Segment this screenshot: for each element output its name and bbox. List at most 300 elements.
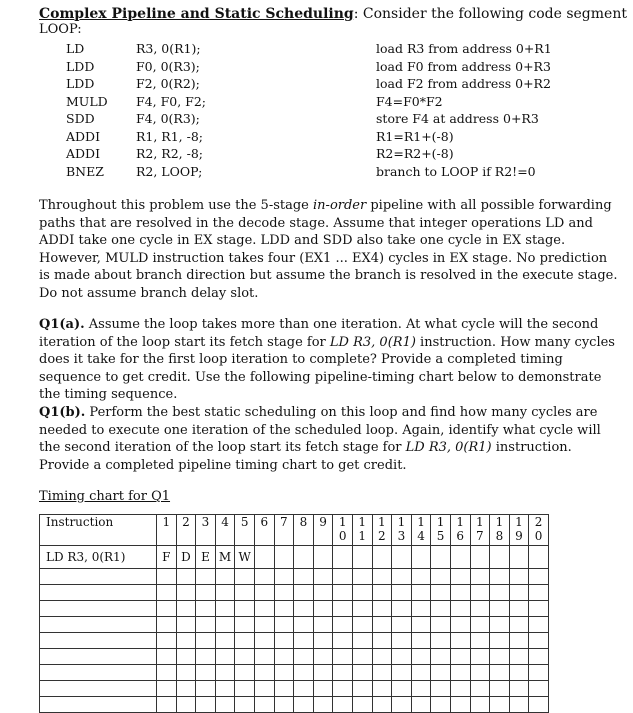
cycle-header bbox=[450, 515, 470, 546]
cycle-header bbox=[254, 515, 274, 546]
stage-cell[interactable] bbox=[411, 617, 431, 633]
instruction-cell[interactable] bbox=[40, 601, 157, 617]
stage-cell[interactable] bbox=[235, 697, 255, 713]
stage-cell[interactable] bbox=[313, 681, 333, 697]
stage-cell[interactable] bbox=[450, 569, 470, 585]
stage-cell[interactable] bbox=[235, 681, 255, 697]
stage-cell[interactable] bbox=[254, 546, 274, 569]
stage-cell[interactable]: E bbox=[196, 546, 216, 569]
stage-cell[interactable] bbox=[490, 665, 510, 681]
cycle-digit-top: 3 bbox=[201, 515, 210, 529]
stage-cell[interactable] bbox=[470, 546, 490, 569]
stage-cell[interactable] bbox=[157, 665, 177, 681]
stage-cell[interactable] bbox=[509, 665, 529, 681]
instruction-cell[interactable] bbox=[40, 649, 157, 665]
stage-cell[interactable] bbox=[294, 649, 314, 665]
stage-cell[interactable] bbox=[431, 649, 451, 665]
stage-cell[interactable] bbox=[509, 681, 529, 697]
cycle-digit-top: 1 bbox=[338, 515, 347, 529]
stage-cell[interactable] bbox=[490, 697, 510, 713]
cycle-digit-bottom: 0 bbox=[534, 529, 543, 543]
instruction-cell[interactable] bbox=[40, 633, 157, 649]
cycle-digit-top: 4 bbox=[221, 515, 229, 529]
stage-cell[interactable] bbox=[196, 585, 216, 601]
stage-cell[interactable] bbox=[215, 569, 235, 585]
stage-cell[interactable] bbox=[294, 697, 314, 713]
stage-cell[interactable] bbox=[254, 585, 274, 601]
stage-cell[interactable] bbox=[333, 569, 353, 585]
stage-cell[interactable] bbox=[392, 617, 412, 633]
instruction-cell[interactable] bbox=[40, 665, 157, 681]
stage-cell[interactable] bbox=[294, 546, 314, 569]
stage-cell[interactable] bbox=[411, 546, 431, 569]
instruction-cell[interactable] bbox=[40, 681, 157, 697]
stage-cell[interactable] bbox=[411, 649, 431, 665]
title-bold: Complex Pipeline and Static Scheduling bbox=[39, 6, 354, 22]
stage-cell[interactable] bbox=[392, 681, 412, 697]
code-op: BNEZ bbox=[66, 163, 104, 179]
stage-cell[interactable]: M bbox=[215, 546, 235, 569]
stage-cell[interactable] bbox=[254, 649, 274, 665]
stage-cell[interactable] bbox=[431, 633, 451, 649]
stage-cell[interactable] bbox=[372, 697, 392, 713]
code-comment: load R3 from address 0+R1 bbox=[376, 41, 552, 56]
stage-cell[interactable] bbox=[529, 665, 549, 681]
instruction-cell[interactable] bbox=[40, 585, 157, 601]
stage-cell[interactable] bbox=[490, 649, 510, 665]
q1b-label: Q1(b). bbox=[39, 405, 86, 420]
stage-cell[interactable] bbox=[196, 617, 216, 633]
cycle-header bbox=[235, 515, 255, 546]
cycle-digit-bottom: 8 bbox=[495, 529, 504, 543]
stage-cell[interactable] bbox=[196, 649, 216, 665]
code-comment: store F4 at address 0+R3 bbox=[376, 111, 539, 126]
q1b-text-1: Perform the best static scheduling on this loop and find how many cycles are needed to execute one iteration of the scheduled loop. Again, identify what cycle will the second iteration of the loop start its fetch stage for bbox=[39, 405, 601, 455]
stage-cell[interactable] bbox=[313, 665, 333, 681]
stage-cell[interactable] bbox=[529, 633, 549, 649]
code-line bbox=[66, 110, 626, 128]
stage-cell[interactable] bbox=[274, 665, 294, 681]
stage-cell[interactable] bbox=[392, 697, 412, 713]
stage-cell[interactable] bbox=[490, 569, 510, 585]
q1a-text-2: instruction. How many cycles does it take for the first loop iteration to complete? Provide a completed timing sequence to get credit. Use the following pipeline-timing chart below to demonstrate the timing sequence. bbox=[39, 334, 615, 402]
code-op: SDD bbox=[66, 111, 95, 126]
cycle-header bbox=[372, 515, 392, 546]
cycle-header bbox=[294, 515, 314, 546]
stage-cell[interactable] bbox=[450, 617, 470, 633]
stage-cell[interactable] bbox=[313, 633, 333, 649]
stage-cell[interactable] bbox=[431, 697, 451, 713]
stage-cell[interactable] bbox=[254, 617, 274, 633]
stage-cell[interactable] bbox=[490, 681, 510, 697]
stage-cell[interactable] bbox=[372, 569, 392, 585]
stage-cell[interactable] bbox=[274, 585, 294, 601]
stage-cell[interactable] bbox=[431, 569, 451, 585]
cycle-digit-top: 8 bbox=[299, 515, 308, 529]
stage-cell[interactable] bbox=[352, 649, 372, 665]
stage-cell[interactable] bbox=[352, 681, 372, 697]
stage-cell[interactable] bbox=[235, 633, 255, 649]
stage-cell[interactable] bbox=[254, 569, 274, 585]
stage-cell[interactable] bbox=[333, 697, 353, 713]
stage-cell[interactable] bbox=[352, 617, 372, 633]
cycle-digit-top: 7 bbox=[280, 515, 288, 529]
stage-cell[interactable] bbox=[372, 633, 392, 649]
cycle-header bbox=[215, 515, 235, 546]
cycle-digit-top: 1 bbox=[417, 515, 425, 529]
stage-cell[interactable] bbox=[411, 633, 431, 649]
stage-cell[interactable] bbox=[392, 633, 412, 649]
stage-cell[interactable] bbox=[215, 633, 235, 649]
assumptions-paragraph bbox=[39, 197, 619, 302]
stage-cell[interactable] bbox=[509, 649, 529, 665]
stage-cell[interactable] bbox=[196, 697, 216, 713]
stage-cell[interactable] bbox=[176, 633, 196, 649]
stage-cell[interactable] bbox=[196, 665, 216, 681]
stage-cell[interactable] bbox=[215, 649, 235, 665]
stage-cell[interactable] bbox=[215, 601, 235, 617]
stage-cell[interactable] bbox=[352, 546, 372, 569]
stage-cell[interactable] bbox=[509, 601, 529, 617]
stage-cell[interactable] bbox=[529, 546, 549, 569]
cycle-digit-top: 1 bbox=[397, 515, 406, 529]
cycle-digit-bottom bbox=[294, 529, 313, 543]
stage-cell[interactable] bbox=[294, 681, 314, 697]
stage-cell[interactable] bbox=[470, 569, 490, 585]
code-line bbox=[66, 128, 626, 146]
stage-cell[interactable] bbox=[450, 665, 470, 681]
stage-cell[interactable] bbox=[509, 633, 529, 649]
stage-cell[interactable] bbox=[490, 585, 510, 601]
stage-cell[interactable] bbox=[274, 681, 294, 697]
stage-cell[interactable] bbox=[215, 697, 235, 713]
stage-cell[interactable] bbox=[529, 617, 549, 633]
cycle-digit-top: 9 bbox=[319, 515, 327, 529]
cycle-digit-top: 2 bbox=[182, 515, 190, 529]
code-line bbox=[66, 93, 626, 111]
cycle-digit-bottom bbox=[157, 529, 176, 543]
stage-cell[interactable] bbox=[235, 617, 255, 633]
stage-cell[interactable] bbox=[529, 681, 549, 697]
stage-cell[interactable] bbox=[470, 649, 490, 665]
stage-cell[interactable] bbox=[392, 585, 412, 601]
stage-cell[interactable] bbox=[431, 585, 451, 601]
cycle-digit-bottom bbox=[255, 529, 274, 543]
stage-cell[interactable] bbox=[470, 665, 490, 681]
stage-cell[interactable] bbox=[392, 665, 412, 681]
cycle-digit-top: 5 bbox=[240, 515, 249, 529]
code-args: R2, R2, -8; bbox=[136, 146, 204, 161]
stage-cell[interactable] bbox=[196, 681, 216, 697]
stage-cell[interactable] bbox=[392, 649, 412, 665]
stage-cell[interactable] bbox=[294, 617, 314, 633]
stage-cell[interactable] bbox=[372, 546, 392, 569]
stage-cell[interactable] bbox=[254, 665, 274, 681]
stage-cell[interactable] bbox=[176, 585, 196, 601]
stage-cell[interactable] bbox=[352, 569, 372, 585]
code-op: ADDI bbox=[66, 146, 101, 161]
cycle-digit-bottom bbox=[196, 529, 215, 543]
cycle-header bbox=[431, 515, 451, 546]
stage-cell[interactable] bbox=[372, 665, 392, 681]
stage-cell[interactable] bbox=[176, 697, 196, 713]
stage-cell[interactable] bbox=[313, 585, 333, 601]
instruction-cell[interactable] bbox=[40, 617, 157, 633]
stage-cell[interactable] bbox=[313, 697, 333, 713]
para-text-1: Throughout this problem use the 5-stage bbox=[39, 198, 314, 213]
stage-cell[interactable] bbox=[431, 601, 451, 617]
stage-cell[interactable] bbox=[157, 617, 177, 633]
stage-cell[interactable] bbox=[254, 601, 274, 617]
cycle-header bbox=[490, 515, 510, 546]
stage-cell[interactable] bbox=[196, 601, 216, 617]
stage-cell[interactable] bbox=[450, 585, 470, 601]
stage-cell[interactable] bbox=[392, 601, 412, 617]
code-comment: F4=F0*F2 bbox=[376, 93, 443, 109]
code-args: F0, 0(R3); bbox=[136, 58, 200, 74]
code-args: F4, F0, F2; bbox=[136, 93, 206, 109]
stage-cell[interactable]: D bbox=[176, 546, 196, 569]
cycle-digit-bottom bbox=[216, 529, 235, 543]
stage-cell[interactable] bbox=[215, 617, 235, 633]
stage-cell[interactable] bbox=[333, 617, 353, 633]
code-op: MULD bbox=[66, 93, 108, 109]
problem-title bbox=[39, 6, 627, 22]
stage-cell[interactable] bbox=[450, 633, 470, 649]
stage-cell[interactable] bbox=[215, 681, 235, 697]
stage-cell[interactable] bbox=[196, 569, 216, 585]
code-line bbox=[66, 145, 626, 163]
stage-cell[interactable] bbox=[313, 649, 333, 665]
stage-cell[interactable] bbox=[254, 633, 274, 649]
title-rest: : Consider the following code segment bbox=[353, 6, 627, 22]
question-1a bbox=[39, 316, 619, 404]
stage-cell[interactable] bbox=[235, 665, 255, 681]
stage-cell[interactable] bbox=[411, 601, 431, 617]
stage-cell[interactable] bbox=[470, 585, 490, 601]
stage-cell[interactable] bbox=[490, 633, 510, 649]
code-op: LD bbox=[66, 41, 85, 56]
stage-cell[interactable] bbox=[372, 681, 392, 697]
stage-cell[interactable] bbox=[235, 649, 255, 665]
stage-cell[interactable] bbox=[372, 617, 392, 633]
stage-cell[interactable] bbox=[372, 585, 392, 601]
stage-cell[interactable] bbox=[235, 585, 255, 601]
stage-cell[interactable] bbox=[333, 681, 353, 697]
stage-cell[interactable] bbox=[313, 617, 333, 633]
stage-cell[interactable] bbox=[470, 697, 490, 713]
stage-cell[interactable] bbox=[274, 546, 294, 569]
stage-cell[interactable] bbox=[470, 681, 490, 697]
stage-cell[interactable] bbox=[157, 585, 177, 601]
stage-cell[interactable] bbox=[372, 601, 392, 617]
code-line bbox=[66, 75, 626, 93]
cycle-header bbox=[529, 515, 549, 546]
stage-cell[interactable] bbox=[470, 601, 490, 617]
stage-cell[interactable] bbox=[157, 569, 177, 585]
stage-cell[interactable] bbox=[157, 681, 177, 697]
stage-cell[interactable] bbox=[254, 681, 274, 697]
stage-cell[interactable] bbox=[490, 617, 510, 633]
stage-cell[interactable] bbox=[450, 681, 470, 697]
stage-cell[interactable] bbox=[529, 601, 549, 617]
stage-cell[interactable] bbox=[450, 697, 470, 713]
stage-cell[interactable] bbox=[333, 649, 353, 665]
stage-cell[interactable] bbox=[333, 665, 353, 681]
stage-cell[interactable] bbox=[196, 633, 216, 649]
stage-cell[interactable] bbox=[313, 546, 333, 569]
stage-cell[interactable] bbox=[529, 569, 549, 585]
stage-cell[interactable] bbox=[352, 665, 372, 681]
stage-cell[interactable] bbox=[431, 617, 451, 633]
stage-cell[interactable] bbox=[509, 585, 529, 601]
q1a-italic: LD R3, 0(R1) bbox=[329, 334, 416, 350]
stage-cell[interactable] bbox=[372, 649, 392, 665]
stage-cell[interactable] bbox=[274, 649, 294, 665]
timing-row bbox=[40, 633, 549, 649]
stage-cell[interactable] bbox=[176, 665, 196, 681]
stage-cell[interactable] bbox=[176, 681, 196, 697]
stage-cell[interactable] bbox=[294, 569, 314, 585]
code-op: ADDI bbox=[66, 128, 101, 144]
stage-cell[interactable] bbox=[333, 546, 353, 569]
stage-cell[interactable] bbox=[529, 585, 549, 601]
timing-row bbox=[40, 649, 549, 665]
stage-cell[interactable] bbox=[352, 633, 372, 649]
stage-cell[interactable] bbox=[431, 681, 451, 697]
stage-cell[interactable] bbox=[509, 617, 529, 633]
stage-cell[interactable] bbox=[490, 601, 510, 617]
stage-cell[interactable] bbox=[352, 601, 372, 617]
stage-cell[interactable] bbox=[274, 617, 294, 633]
stage-cell[interactable] bbox=[333, 601, 353, 617]
stage-cell[interactable] bbox=[294, 633, 314, 649]
code-comment: R1=R1+(-8) bbox=[376, 128, 454, 144]
instruction-cell[interactable] bbox=[40, 569, 157, 585]
cycle-header bbox=[274, 515, 294, 546]
instruction-cell[interactable]: LD R3, 0(R1) bbox=[40, 546, 157, 569]
stage-cell[interactable] bbox=[235, 601, 255, 617]
timing-row bbox=[40, 665, 549, 681]
cycle-digit-bottom bbox=[314, 529, 333, 543]
stage-cell[interactable] bbox=[235, 569, 255, 585]
timing-row bbox=[40, 546, 549, 569]
stage-cell[interactable] bbox=[176, 617, 196, 633]
instruction-cell[interactable] bbox=[40, 697, 157, 713]
stage-cell[interactable] bbox=[294, 585, 314, 601]
timing-chart-label: Timing chart for Q1 bbox=[39, 489, 171, 504]
code-op: LDD bbox=[66, 58, 95, 74]
stage-cell[interactable] bbox=[274, 601, 294, 617]
cycle-header bbox=[157, 515, 177, 546]
stage-cell[interactable] bbox=[176, 569, 196, 585]
code-line bbox=[66, 58, 626, 76]
stage-cell[interactable] bbox=[470, 633, 490, 649]
code-comment: R2=R2+(-8) bbox=[376, 146, 454, 161]
cycle-digit-top: 1 bbox=[358, 515, 367, 529]
stage-cell[interactable] bbox=[431, 546, 451, 569]
cycle-digit-top: 1 bbox=[378, 515, 386, 529]
cycle-digit-top: 1 bbox=[162, 515, 171, 529]
stage-cell[interactable] bbox=[274, 633, 294, 649]
stage-cell[interactable] bbox=[411, 681, 431, 697]
timing-row bbox=[40, 585, 549, 601]
code-comment: branch to LOOP if R2!=0 bbox=[376, 163, 536, 179]
stage-cell[interactable] bbox=[431, 665, 451, 681]
stage-cell[interactable] bbox=[157, 633, 177, 649]
cycle-digit-bottom: 0 bbox=[338, 529, 347, 543]
stage-cell[interactable] bbox=[274, 569, 294, 585]
stage-cell[interactable] bbox=[215, 665, 235, 681]
stage-cell[interactable] bbox=[333, 585, 353, 601]
stage-cell[interactable] bbox=[157, 697, 177, 713]
stage-cell[interactable] bbox=[294, 601, 314, 617]
cycle-digit-top: 1 bbox=[475, 515, 484, 529]
stage-cell[interactable] bbox=[176, 649, 196, 665]
stage-cell[interactable] bbox=[450, 649, 470, 665]
stage-cell[interactable] bbox=[450, 546, 470, 569]
stage-cell[interactable] bbox=[254, 697, 274, 713]
code-listing bbox=[66, 40, 626, 180]
cycle-header bbox=[352, 515, 372, 546]
stage-cell[interactable] bbox=[294, 665, 314, 681]
cycle-digit-bottom bbox=[235, 529, 254, 543]
stage-cell[interactable] bbox=[490, 546, 510, 569]
stage-cell[interactable] bbox=[313, 601, 333, 617]
cycle-digit-top: 1 bbox=[436, 515, 445, 529]
cycle-digit-top: 6 bbox=[260, 515, 269, 529]
stage-cell[interactable] bbox=[313, 569, 333, 585]
code-line bbox=[66, 40, 626, 58]
loop-label: LOOP: bbox=[39, 22, 82, 37]
cycle-digit-bottom: 1 bbox=[358, 529, 367, 543]
cycle-header bbox=[333, 515, 353, 546]
stage-cell[interactable] bbox=[411, 665, 431, 681]
stage-cell[interactable] bbox=[509, 546, 529, 569]
stage-cell[interactable] bbox=[352, 697, 372, 713]
stage-cell[interactable] bbox=[215, 585, 235, 601]
stage-cell[interactable] bbox=[529, 697, 549, 713]
code-args: F2, 0(R2); bbox=[136, 76, 200, 91]
stage-cell[interactable] bbox=[411, 569, 431, 585]
q1b-text-2: instruction. Provide a completed pipeline timing chart to get credit. bbox=[39, 440, 572, 473]
stage-cell[interactable] bbox=[333, 633, 353, 649]
stage-cell[interactable] bbox=[392, 546, 412, 569]
para-text-2: pipeline with all possible forwarding paths that are resolved in the decode stage. Assume that integer operations LD and ADDI take one cycle in EX stage. LDD and SDD also take one cycle in EX stage. However, MULD instruction takes four (EX1 ... EX4) cycles in EX stage. No prediction is made about branch direction but assume the branch is resolved in the execute stage. Do not assume branch delay slot. bbox=[39, 198, 618, 301]
stage-cell[interactable] bbox=[411, 585, 431, 601]
stage-cell[interactable] bbox=[450, 601, 470, 617]
stage-cell[interactable] bbox=[509, 697, 529, 713]
code-comment: load F0 from address 0+R3 bbox=[376, 58, 551, 74]
stage-cell[interactable] bbox=[157, 601, 177, 617]
stage-cell[interactable] bbox=[274, 697, 294, 713]
cycle-header bbox=[470, 515, 490, 546]
stage-cell[interactable] bbox=[392, 569, 412, 585]
q1b-italic: LD R3, 0(R1) bbox=[405, 440, 492, 455]
stage-cell[interactable] bbox=[157, 649, 177, 665]
cycle-digit-top: 1 bbox=[515, 515, 523, 529]
stage-cell[interactable] bbox=[529, 649, 549, 665]
stage-cell[interactable]: F bbox=[157, 546, 177, 569]
stage-cell[interactable]: W bbox=[235, 546, 255, 569]
stage-cell[interactable] bbox=[470, 617, 490, 633]
stage-cell[interactable] bbox=[411, 697, 431, 713]
stage-cell[interactable] bbox=[176, 601, 196, 617]
para-italic: in-order bbox=[313, 198, 367, 213]
stage-cell[interactable] bbox=[352, 585, 372, 601]
stage-cell[interactable] bbox=[509, 569, 529, 585]
cycle-header bbox=[313, 515, 333, 546]
